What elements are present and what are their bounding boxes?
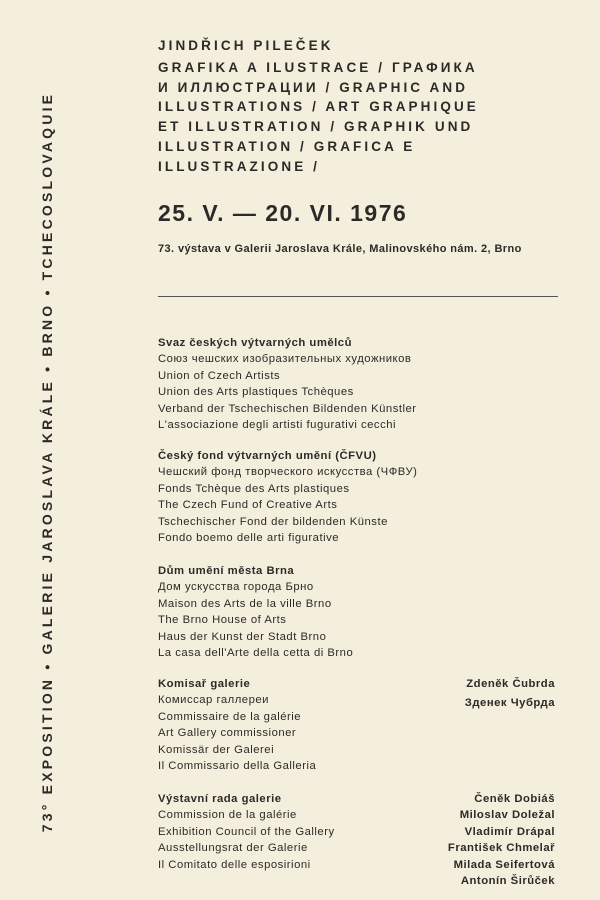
credits-section bbox=[158, 563, 353, 661]
credits-section bbox=[158, 676, 316, 774]
section-heading: Komisař galerie bbox=[158, 678, 251, 690]
title-line: ILLUSTRAZIONE / bbox=[158, 158, 320, 174]
section-line: Fonds Tchèque des Arts plastiques bbox=[158, 482, 350, 495]
section-line: Commissaire de la galérie bbox=[158, 710, 302, 723]
title-line: ET ILLUSTRATION / GRAPHIK UND bbox=[158, 119, 474, 135]
title-line: ILLUSTRATIONS / ART GRAPHIQUE bbox=[158, 99, 479, 115]
section-line: Union des Arts plastiques Tchèques bbox=[158, 386, 354, 399]
section-heading: Výstavní rada galerie bbox=[158, 793, 282, 805]
exhibition-dates: 25. V. — 20. VI. 1976 bbox=[158, 200, 408, 226]
credits-section bbox=[158, 791, 335, 873]
section-line: Commission de la galérie bbox=[158, 809, 297, 822]
artist-name: JINDŘICH PILEČEK bbox=[158, 38, 334, 53]
member-name: Milada Seifertová bbox=[453, 858, 555, 871]
member-name: Miloslav Doležal bbox=[459, 809, 555, 822]
venue: 73. výstava v Galerii Jaroslava Krále, Malinovského nám. 2, Brno bbox=[158, 243, 522, 255]
credits-section bbox=[158, 448, 417, 546]
section-line: Maison des Arts de la ville Brno bbox=[158, 597, 332, 610]
member-name: Зденек Чубрда bbox=[464, 697, 555, 710]
member-names bbox=[465, 676, 555, 715]
section-line: Verband der Tschechischen Bildenden Künstler bbox=[158, 402, 417, 415]
section-line: Exhibition Council of the Gallery bbox=[158, 825, 335, 838]
divider bbox=[158, 296, 558, 297]
credits-section bbox=[158, 335, 417, 433]
header-title-block bbox=[158, 36, 479, 177]
section-line: L'associazione degli artisti fugurativi cecchi bbox=[158, 419, 397, 432]
section-line: Tschechischer Fond der bildenden Künste bbox=[158, 515, 388, 528]
section-line: Чешский фонд творческого искусства (ЧФВУ) bbox=[158, 466, 418, 479]
section-line: Il Comitato delle esposirioni bbox=[158, 858, 311, 871]
section-line: The Czech Fund of Creative Arts bbox=[158, 499, 338, 512]
section-heading: Český fond výtvarných umění (ČFVU) bbox=[158, 450, 377, 462]
section-line: Fondo boemo delle arti figurative bbox=[158, 532, 340, 545]
section-line: Союз чешских изобразительных художников bbox=[158, 353, 412, 366]
section-line: La casa dell'Arte della cetta di Brno bbox=[158, 647, 354, 660]
section-heading: Dům umění města Brna bbox=[158, 565, 295, 577]
section-line: Komissär der Galerei bbox=[158, 743, 275, 756]
section-line: Art Gallery commissioner bbox=[158, 727, 297, 740]
section-line: Il Commissario della Galleria bbox=[158, 760, 317, 773]
member-name: Vladimír Drápal bbox=[464, 825, 555, 838]
spine-title: 73° EXPOSITION • GALERIE JAROSLAVA KRÁLE • BRNO • TCHECOSLOVAQUIE bbox=[39, 91, 55, 833]
section-line: Ausstellungsrat der Galerie bbox=[158, 842, 308, 855]
member-name: Zdeněk Čubrda bbox=[466, 678, 555, 690]
member-name: Čeněk Dobiáš bbox=[474, 793, 555, 805]
section-heading: Svaz českých výtvarných umělců bbox=[158, 337, 352, 349]
section-line: Комиссар галлереи bbox=[158, 694, 269, 707]
title-line: ILLUSTRATION / GRAFICA E bbox=[158, 138, 416, 154]
title-line: И ИЛЛЮСТРАЦИИ / GRAPHIC AND bbox=[158, 79, 469, 95]
member-names bbox=[448, 791, 555, 889]
section-line: Union of Czech Artists bbox=[158, 369, 281, 382]
member-name: František Chmelař bbox=[447, 842, 555, 855]
member-name: Antonín Širůček bbox=[460, 875, 555, 888]
section-line: Haus der Kunst der Stadt Brno bbox=[158, 630, 327, 643]
section-line: The Brno House of Arts bbox=[158, 614, 287, 627]
title-line: GRAFIKA A ILUSTRACE / ГРАФИКА bbox=[158, 59, 478, 75]
section-line: Дом ускусства города Брно bbox=[158, 581, 314, 594]
